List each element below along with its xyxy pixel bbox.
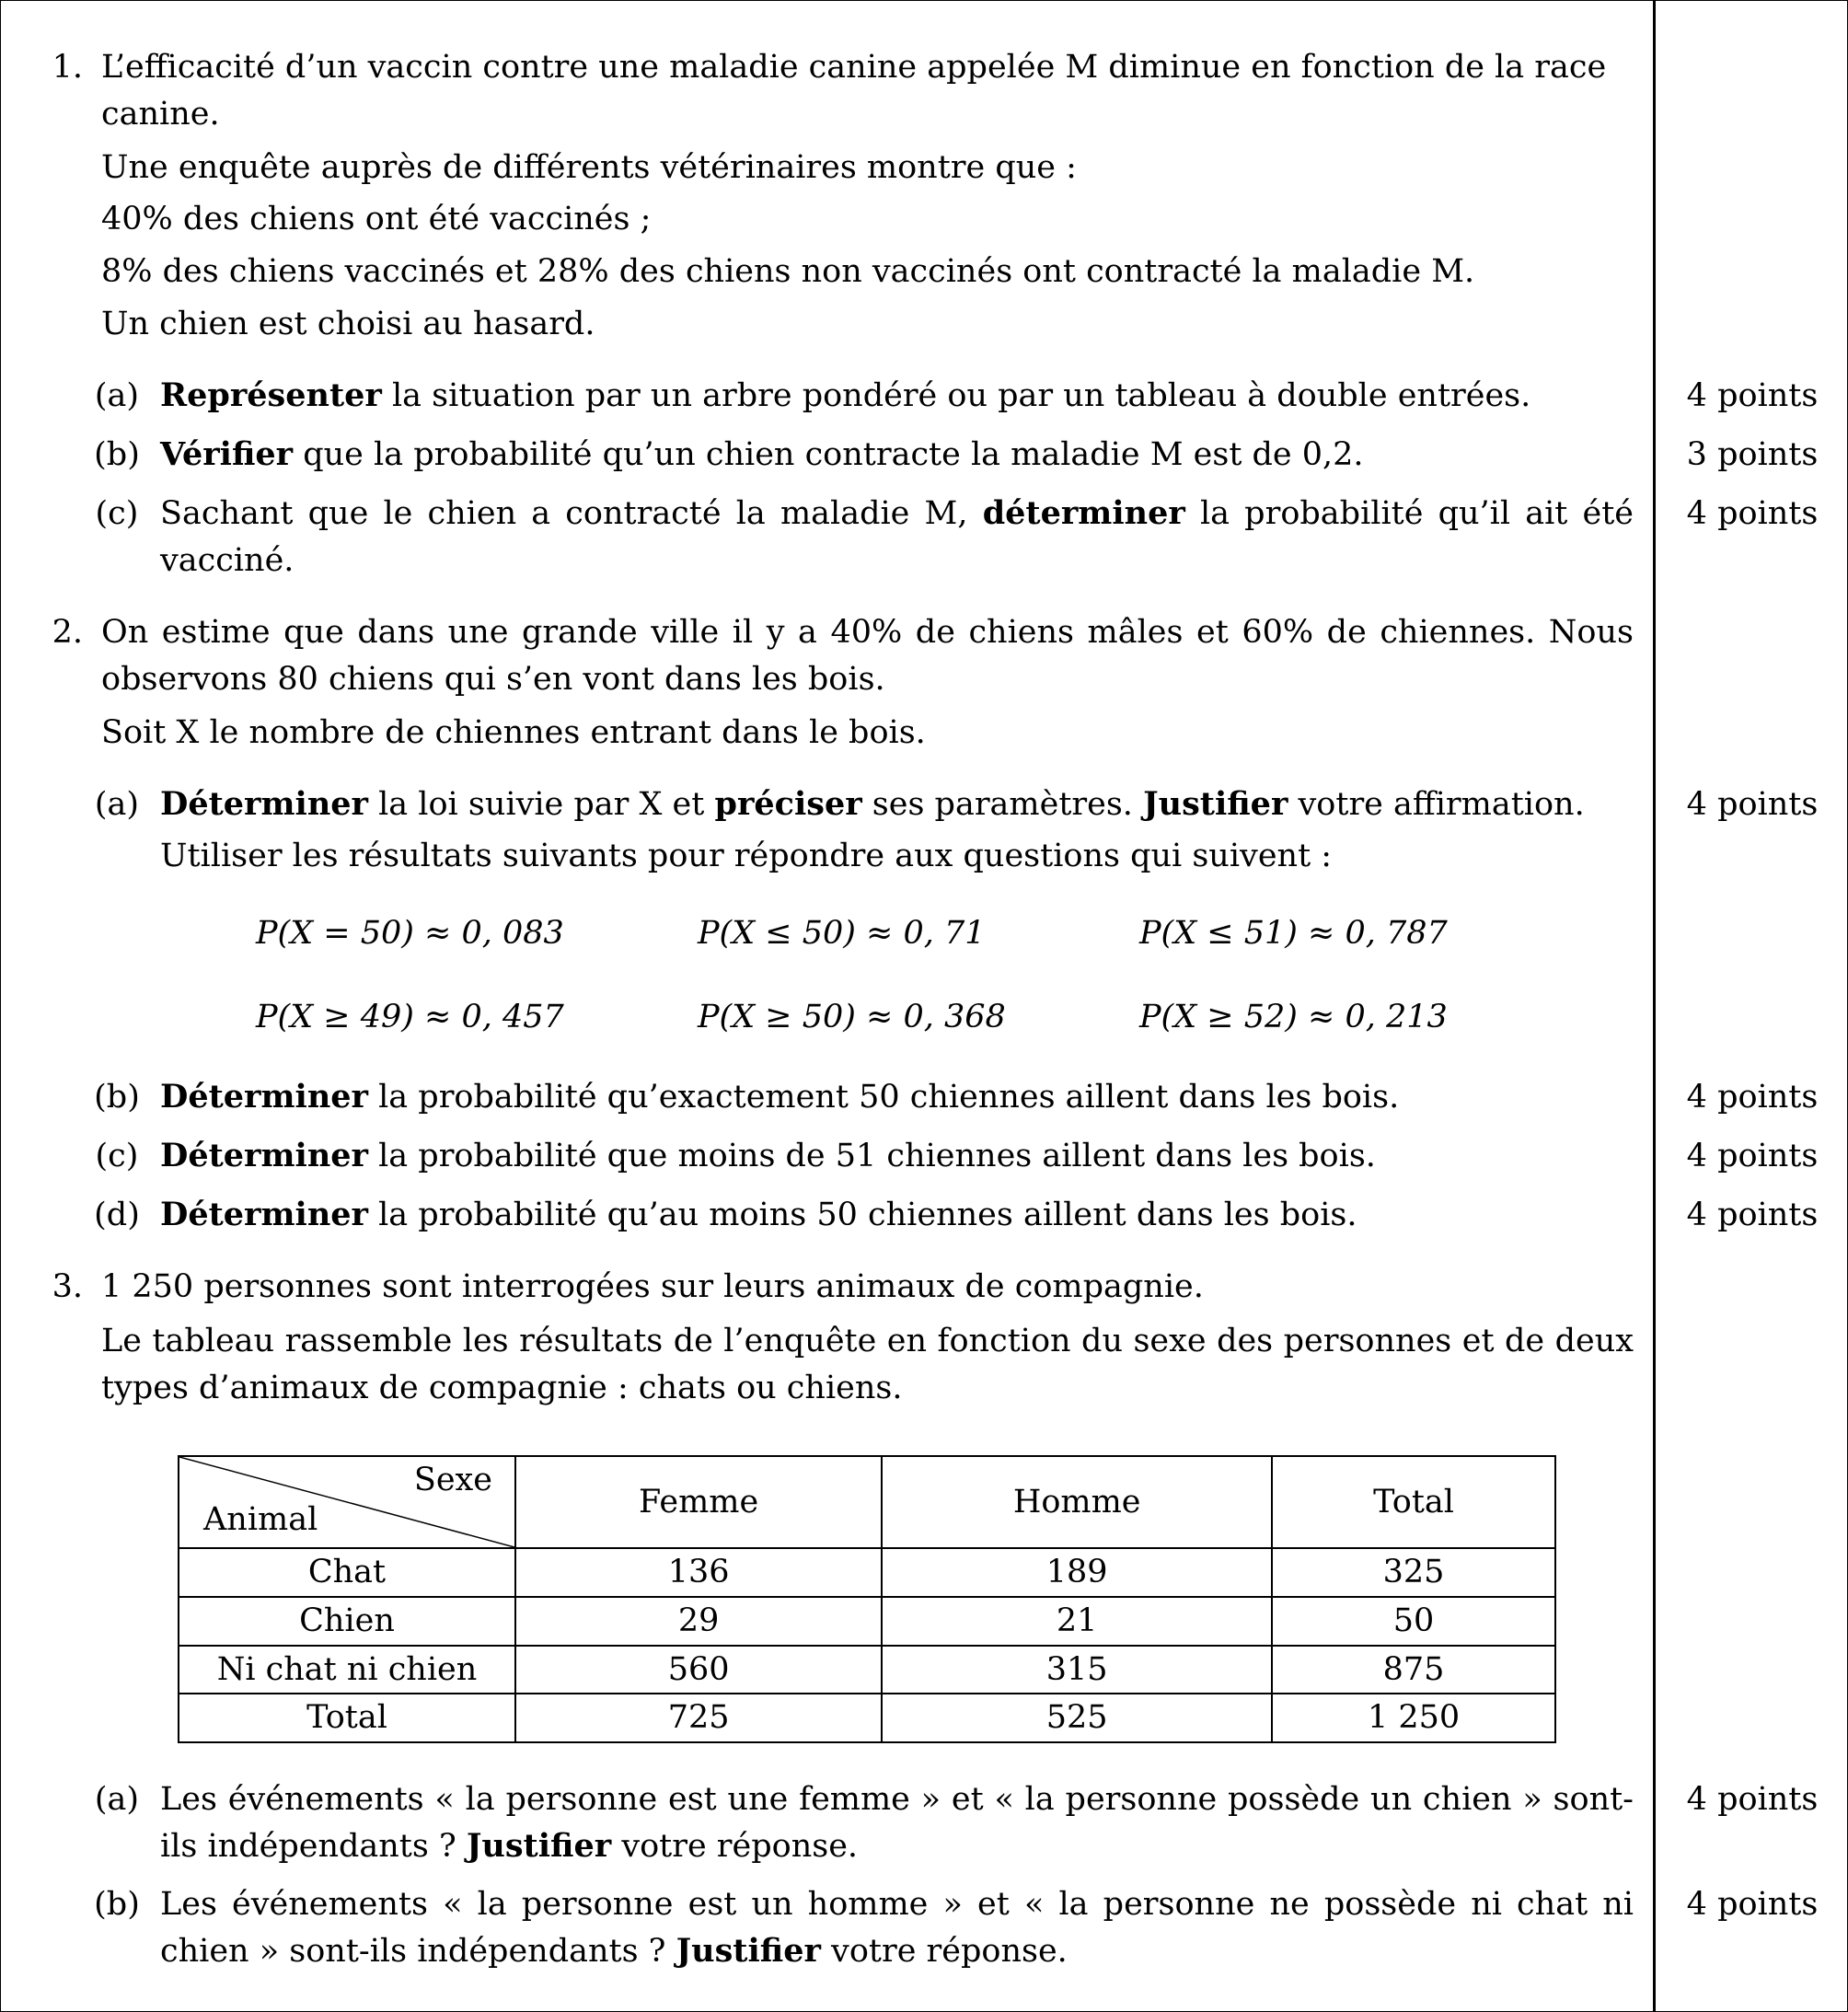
formula-1: P(X = 50) ≈ 0, 083 (256, 915, 564, 952)
q3a-text: Les événements « la personne est une femme » et « la personne possède un chien » sont-ils indépendants ? Justifier votre réponse. (160, 1781, 1634, 1865)
table-header-row (179, 1456, 1555, 1548)
q2d-text: Déterminer la probabilité qu’au moins 50 chiennes aillent dans les bois. (160, 1196, 1357, 1233)
table-cell: 325 (1272, 1548, 1555, 1597)
points-column-divider (1653, 0, 1656, 2012)
table-row (179, 1597, 1555, 1646)
table-cell: 189 (882, 1548, 1272, 1597)
q1a-text: Représenter la situation par un arbre pondéré ou par un tableau à double entrées. (160, 376, 1531, 414)
q1-number: 1. (52, 49, 83, 86)
q2b-points: 4 points (1686, 1079, 1819, 1116)
q3a-points: 4 points (1686, 1781, 1819, 1818)
table-cell: 136 (515, 1548, 882, 1597)
q1a-points: 4 points (1686, 377, 1819, 414)
table-cell: 21 (882, 1597, 1272, 1646)
q1-line2: Une enquête auprès de différents vétérinaires montre que : (101, 149, 1077, 186)
corner-label-animal: Animal (203, 1501, 318, 1539)
q2-line2: Soit X le nombre de chiennes entrant dans le bois. (101, 714, 926, 751)
q1-line3: 40% des chiens ont été vaccinés ; (101, 201, 652, 237)
table-cell: 875 (1272, 1646, 1555, 1694)
q2a-label: (a) (94, 786, 140, 823)
q1c-text: Sachant que le chien a contracté la maladie M, déterminer la probabilité qu’il ait été vacciné. (160, 494, 1634, 579)
q2a-text: Déterminer la loi suivie par X et préciser ses paramètres. Justifier votre affirmation. (160, 785, 1585, 823)
q1-line4: 8% des chiens vaccinés et 28% des chiens non vaccinés ont contracté la maladie M. (101, 253, 1475, 290)
formula-4: P(X ≥ 49) ≈ 0, 457 (256, 999, 564, 1035)
q2d-label: (d) (94, 1197, 140, 1233)
formula-5: P(X ≥ 50) ≈ 0, 368 (698, 999, 1006, 1035)
q2a-points: 4 points (1686, 786, 1819, 823)
q1b-text: Vérifier que la probabilité qu’un chien contracte la maladie M est de 0,2. (160, 435, 1364, 473)
q2b-label: (b) (94, 1079, 140, 1116)
formula-3: P(X ≤ 51) ≈ 0, 787 (1139, 915, 1448, 952)
table-cell: 525 (882, 1694, 1272, 1742)
q2c-points: 4 points (1686, 1138, 1819, 1174)
table-cell: 560 (515, 1646, 882, 1694)
survey-table (178, 1455, 1556, 1743)
q3b-points: 4 points (1686, 1886, 1819, 1923)
row-label: Chien (179, 1597, 515, 1646)
q2b-text: Déterminer la probabilité qu’exactement 50 chiennes aillent dans les bois. (160, 1078, 1400, 1116)
table-cell: 725 (515, 1694, 882, 1742)
q1c-points: 4 points (1686, 495, 1819, 532)
table-row (179, 1646, 1555, 1694)
q3-line2: Le tableau rassemble les résultats de l’enquête en fonction du sexe des personnes et de deux types d’animaux de compagnie : chats ou chiens. (101, 1323, 1634, 1406)
column-header: Femme (515, 1456, 882, 1548)
q3a-label: (a) (94, 1781, 140, 1818)
q2c-label: (c) (95, 1138, 139, 1174)
table-cell: 29 (515, 1597, 882, 1646)
q2a-line2: Utiliser les résultats suivants pour répondre aux questions qui suivent : (160, 838, 1333, 874)
table-row (179, 1548, 1555, 1597)
q2-number: 2. (52, 614, 83, 651)
row-label: Ni chat ni chien (179, 1646, 515, 1694)
table-cell: 50 (1272, 1597, 1555, 1646)
row-label: Total (179, 1694, 515, 1742)
q3-number: 3. (52, 1268, 83, 1305)
q1c-label: (c) (95, 495, 139, 532)
corner-label-sexe: Sexe (413, 1462, 492, 1498)
q3b-label: (b) (94, 1886, 140, 1923)
table-row (179, 1694, 1555, 1742)
table-corner-cell (179, 1456, 515, 1548)
column-header: Homme (882, 1456, 1272, 1548)
row-label: Chat (179, 1548, 515, 1597)
table-cell: 315 (882, 1646, 1272, 1694)
q2d-points: 4 points (1686, 1197, 1819, 1233)
formula-2: P(X ≤ 50) ≈ 0, 71 (698, 915, 986, 952)
q1a-label: (a) (94, 377, 140, 414)
q3-intro: 1 250 personnes sont interrogées sur leurs animaux de compagnie. (101, 1268, 1204, 1305)
q1-intro: L’efficacité d’un vaccin contre une maladie canine appelée M diminue en fonction de la race canine. (101, 49, 1607, 133)
formula-6: P(X ≥ 52) ≈ 0, 213 (1139, 999, 1448, 1035)
q1-line5: Un chien est choisi au hasard. (101, 306, 595, 342)
q1b-label: (b) (94, 436, 140, 473)
q3b-text: Les événements « la personne est un homme » et « la personne ne possède ni chat ni chien » sont-ils indépendants ? Justifier votre réponse. (160, 1886, 1634, 1970)
q2-intro: On estime que dans une grande ville il y a 40% de chiens mâles et 60% de chiennes. Nous observons 80 chiens qui s’en vont dans les bois. (101, 614, 1634, 698)
q1b-points: 3 points (1686, 436, 1819, 473)
column-header: Total (1272, 1456, 1555, 1548)
q2c-text: Déterminer la probabilité que moins de 51 chiennes aillent dans les bois. (160, 1137, 1376, 1174)
table-cell: 1 250 (1272, 1694, 1555, 1742)
